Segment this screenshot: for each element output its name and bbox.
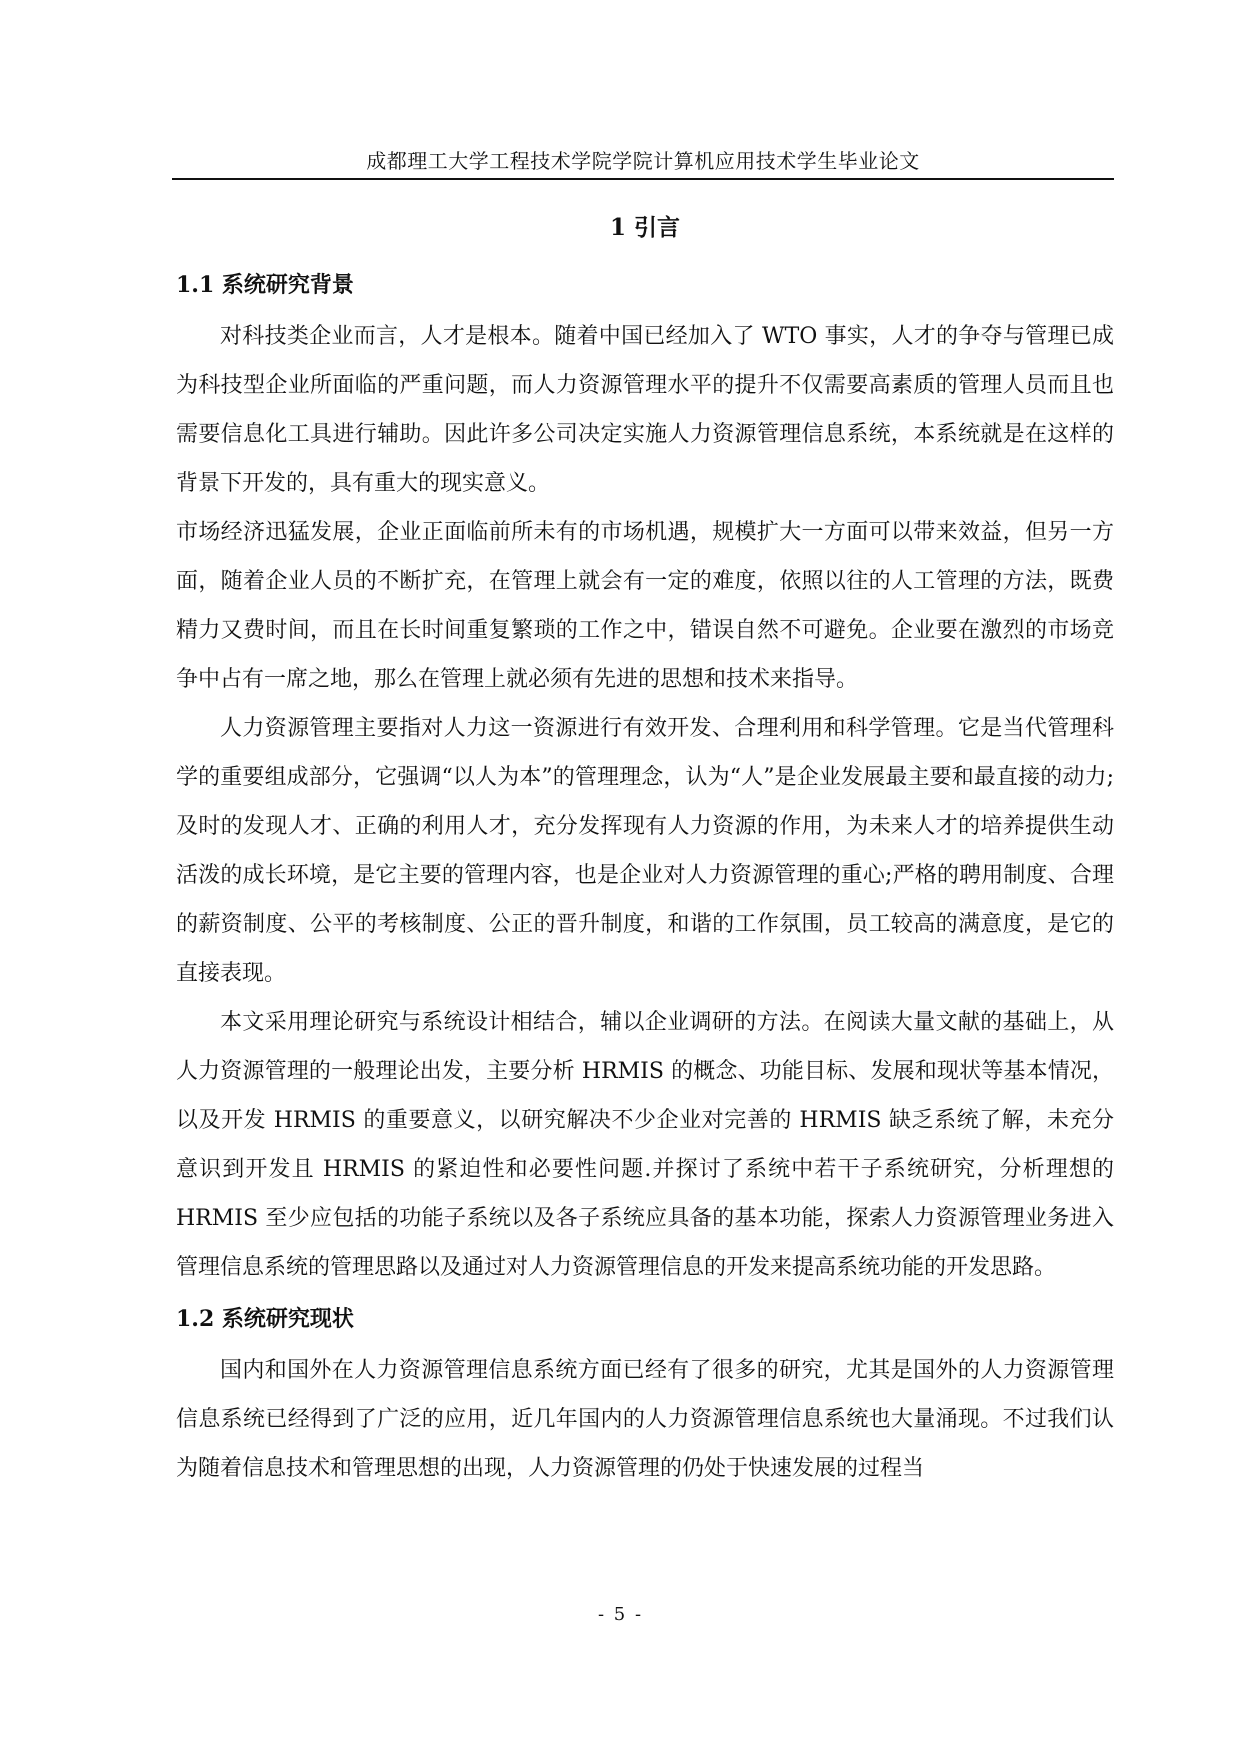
section-title-1-2: 1.2 系统研究现状 [176, 1306, 354, 1332]
paragraph-1-1-d: 本文采用理论研究与系统设计相结合，辅以企业调研的方法。在阅读大量文献的基础上，从人力资源管理的一般理论出发，主要分析 HRMIS 的概念、功能目标、发展和现状等基本情况，以及开发 HRMIS 的重要意义，以研究解决不少企业对完善的 HRMIS 缺乏系统了解，未充分意识到开发且 HRMIS 的紧迫性和必要性问题.并探讨了系统中若干子系统研究，分析理想的 HRMIS 至少应包括的功能子系统以及各子系统应具备的基本功能，探索人力资源管理业务进入管理信息系统的管理思路以及通过对人力资源管理信息的开发来提高系统功能的开发思路。 [176, 1010, 1114, 1280]
paragraph-1-1-c: 人力资源管理主要指对人力这一资源进行有效开发、合理利用和科学管理。它是当代管理科学的重要组成部分，它强调“以人为本”的管理理念，认为“人”是企业发展最主要和最直接的动力;及时的发现人才、正确的利用人才，充分发挥现有人力资源的作用，为未来人才的培养提供生动活泼的成长环境，是它主要的管理内容，也是企业对人力资源管理的重心;严格的聘用制度、合理的薪资制度、公平的考核制度、公正的晋升制度，和谐的工作氛围，员工较高的满意度，是它的直接表现。 [176, 716, 1114, 986]
page-body [176, 198, 1114, 1493]
paragraph-1-1-b: 市场经济迅猛发展，企业正面临前所未有的市场机遇，规模扩大一方面可以带来效益，但另一方面，随着企业人员的不断扩充，在管理上就会有一定的难度，依照以往的人工管理的方法，既费精力又费时间，而且在长时间重复繁琐的工作之中，错误自然不可避免。企业要在激烈的市场竞争中占有一席之地，那么在管理上就必须有先进的思想和技术来指导。 [176, 520, 1114, 692]
paragraph-1-2-a: 国内和国外在人力资源管理信息系统方面已经有了很多的研究，尤其是国外的人力资源管理信息系统已经得到了广泛的应用，近几年国内的人力资源管理信息系统也大量涌现。不过我们认为随着信息技术和管理思想的出现，人力资源管理的仍处于快速发展的过程当 [176, 1358, 1114, 1481]
chapter-title: 1 引言 [609, 214, 680, 241]
paragraph-1-1-a: 对科技类企业而言，人才是根本。随着中国已经加入了 WTO 事实，人才的争夺与管理已成为科技型企业所面临的严重问题，而人力资源管理水平的提升不仅需要高素质的管理人员而且也需要信息化工具进行辅助。因此许多公司决定实施人力资源管理信息系统，本系统就是在这样的背景下开发的，具有重大的现实意义。 [176, 324, 1114, 496]
page-number: - 5 - [597, 1604, 644, 1625]
section-title-1-1: 1.1 系统研究背景 [176, 272, 354, 298]
running-header-title: 成都理工大学工程技术学院学院计算机应用技术学生毕业论文 [366, 149, 920, 173]
running-header [172, 146, 1114, 180]
